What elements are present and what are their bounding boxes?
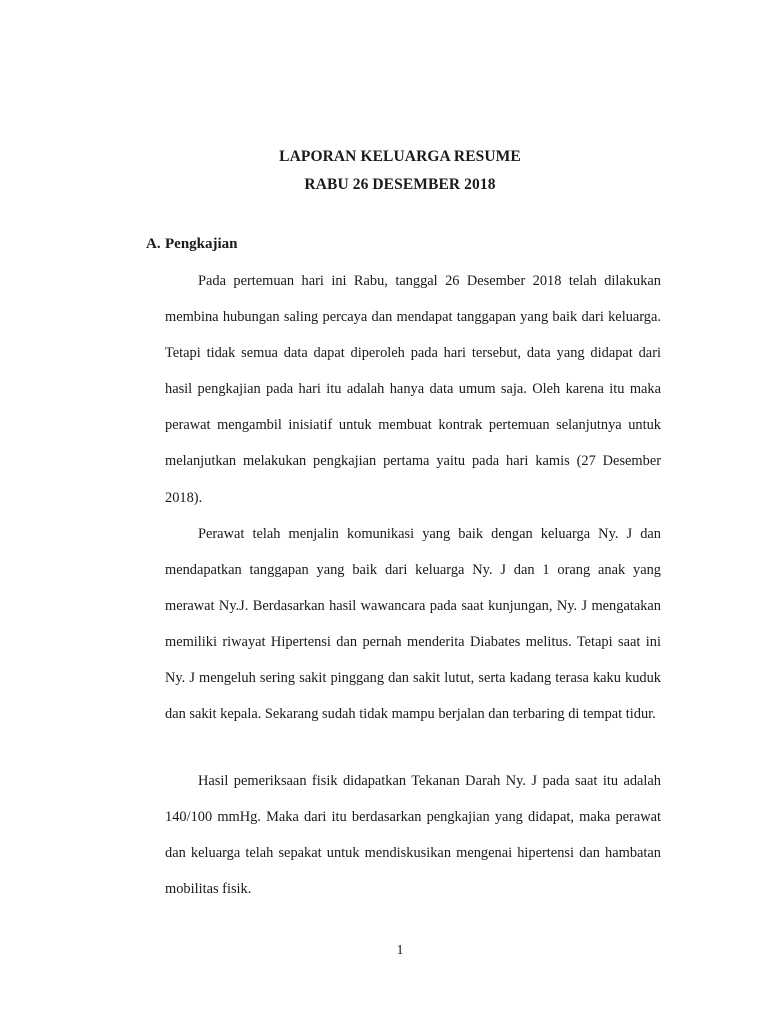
- section-heading: [146, 236, 238, 253]
- document-subtitle: RABU 26 DESEMBER 2018: [304, 176, 496, 193]
- page-number: 1: [396, 943, 404, 958]
- paragraph-2: Perawat telah menjalin komunikasi yang baik dengan keluarga Ny. J dan mendapatkan tanggapan yang baik dari keluarga Ny. J dan 1 orang anak yang merawat Ny.J. Berdasarkan hasil wawancara pada saat kunjungan, Ny. J mengatakan memiliki riwayat Hipertensi dan pernah menderita Diabates melitus. Tetapi saat ini Ny. J mengeluh sering sakit pinggang dan sakit lutut, serta kadang terasa kaku kuduk dan sakit kepala. Sekarang sudah tidak mampu berjalan dan terbaring di tempat tidur.: [165, 526, 661, 723]
- section-marker: A.: [146, 236, 161, 252]
- paragraph-3: Hasil pemeriksaan fisik didapatkan Tekanan Darah Ny. J pada saat itu adalah 140/100 mmHg. Maka dari itu berdasarkan pengkajian yang didapat, maka perawat dan keluarga telah sepakat untuk mendiskusikan mengenai hipertensi dan hambatan mobilitas fisik.: [165, 773, 661, 898]
- section-heading-text: Pengkajian: [165, 236, 238, 252]
- paragraph-1: Pada pertemuan hari ini Rabu, tanggal 26 Desember 2018 telah dilakukan membina hubungan saling percaya dan mendapat tanggapan yang baik dari keluarga. Tetapi tidak semua data dapat diperoleh pada hari tersebut, data yang didapat dari hasil pengkajian pada hari itu adalah hanya data umum saja. Oleh karena itu maka perawat mengambil inisiatif untuk membuat kontrak pertemuan selanjutnya untuk melanjutkan melakukan pengkajian pertama yaitu pada hari kamis (27 Desember 2018).: [165, 273, 661, 506]
- document-title: LAPORAN KELUARGA RESUME: [279, 148, 521, 165]
